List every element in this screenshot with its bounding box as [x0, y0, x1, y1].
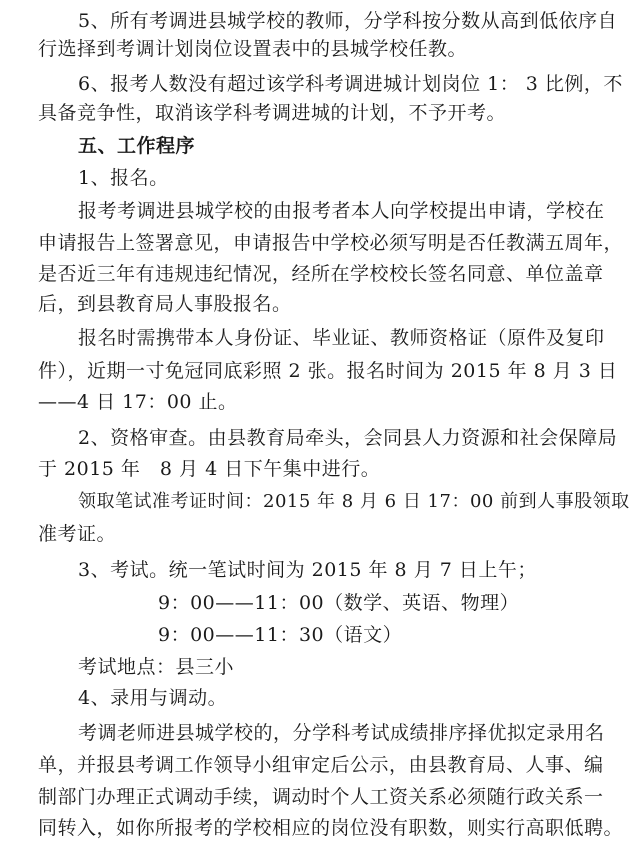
text-line: ——4 日 17：00 止。: [38, 391, 238, 413]
text-line: 6、报考人数没有超过该学科考调进城计划岗位 1： 3 比例，不: [78, 73, 623, 95]
text-line: 行选择到考调计划岗位设置表中的县城学校任教。: [38, 38, 468, 60]
text-line: 制部门办理正式调动手续，调动时个人工资关系必须随行政关系一: [38, 786, 604, 808]
text-line: 于 2015 年 8 月 4 日下午集中进行。: [38, 458, 381, 480]
text-line: 申请报告上签署意见，申请报告中学校必须写明是否任教满五周年，: [38, 232, 624, 254]
text-line: 具备竞争性，取消该学科考调进城的计划，不予开考。: [38, 102, 507, 124]
text-line: 考试地点：县三小: [78, 656, 235, 678]
text-line: 准考证。: [38, 523, 117, 545]
text-line: 件），近期一寸免冠同底彩照 2 张。报名时间为 2015 年 8 月 3 日: [38, 360, 618, 382]
subsection-heading: 1、报名。: [78, 167, 169, 189]
subsection-heading: 3、考试。统一笔试时间为 2015 年 8 月 7 日上午；: [78, 559, 537, 581]
text-line: 报考考调进县城学校的由报考者本人向学校提出申请，学校在: [78, 200, 605, 222]
section-heading: 五、工作程序: [78, 135, 196, 157]
text-line: 是否近三年有违规违纪情况，经所在学校校长签名同意、单位盖章: [38, 263, 604, 285]
text-line: 考调老师进县城学校的，分学科考试成绩排序择优拟定录用名: [78, 722, 605, 744]
exam-schedule-line: 9：00——11：00（数学、英语、物理）: [158, 592, 520, 614]
text-line: 报名时需携带本人身份证、毕业证、教师资格证（原件及复印: [78, 327, 605, 349]
text-line: 5、所有考调进县城学校的教师，分学科按分数从高到低依序自: [78, 10, 618, 32]
subsection-heading: 4、录用与调动。: [78, 687, 228, 709]
text-line: 领取笔试准考证时间：2015 年 8 月 6 日 17：00 前到人事股领取: [78, 491, 630, 512]
text-line: 后，到县教育局人事股报名。: [38, 293, 292, 315]
subsection-heading: 2、资格审查。由县教育局牵头，会同县人力资源和社会保障局: [78, 427, 618, 449]
exam-schedule-line: 9：00——11：30（语文）: [158, 624, 403, 646]
text-line: 单，并报县考调工作领导小组审定后公示，由县教育局、人事、编: [38, 754, 604, 776]
text-line: 同转入，如你所报考的学校相应的岗位没有职数，则实行高职低聘。: [38, 817, 624, 839]
